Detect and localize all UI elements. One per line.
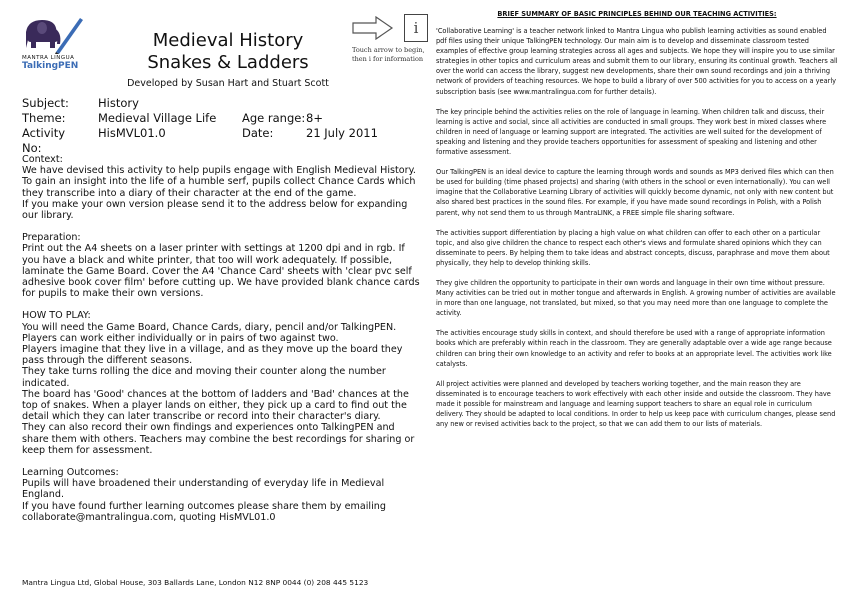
how-to-play-line: Players imagine that they live in a village, and as they move up the board they pass through the different seasons.	[22, 344, 403, 367]
arrow-right-icon[interactable]	[352, 16, 394, 40]
page-subtitle: Snakes & Ladders	[147, 52, 309, 73]
summary-title: BRIEF SUMMARY OF BASIC PRINCIPLES BEHIND OUR TEACHING ACTIVITIES:	[497, 10, 777, 18]
title-block	[118, 30, 338, 89]
logo-text-line1: MANTRA LINGUA	[22, 55, 75, 61]
date-label: Date:	[242, 126, 274, 140]
how-to-play-line: You will need the Game Board, Chance Cards, diary, pencil and/or TalkingPEN.	[22, 321, 397, 333]
summary-paragraph: Our TalkingPEN is an ideal device to capture the learning through words and sounds as MP3 derived files which can then be used for building (time phased projects) and sharing (with others in the school or even internationally). You can well imagine that the Collaborative Learning Library of activities will quickly become dynamic, not only with new content but also shared best practices in the sound files. For example, if you have made sound recordings in Polish, with a Polish parent, why not send them to us through MantraLINK, a FREE simple file sharing software.	[436, 168, 834, 217]
outcomes-text: Pupils will have broadened their understanding of everyday life in Medieval England.	[22, 478, 385, 501]
subject-value: History	[98, 96, 139, 110]
context-heading: Context:	[22, 154, 63, 165]
theme-label: Theme:	[22, 111, 66, 125]
activity-value: HisMVL01.0	[98, 126, 166, 140]
nav-instruction-line2: then i for information	[352, 55, 424, 63]
page-title: Medieval History	[152, 30, 304, 51]
info-icon[interactable]: i	[404, 14, 428, 42]
preparation-text: Print out the A4 sheets on a laser printer with settings at 1200 dpi and in rgb. If you have a black and white printer, that too will work adequately. If possible, laminate the Game Board. Cover the A4 'Chance Card' sheets with 'clear pvc self adhesive book cover film' before cutting up. We have provided blank chance cards for pupils to make their own versions.	[22, 243, 420, 300]
subject-label: Subject:	[22, 96, 69, 110]
theme-value: Medieval Village Life	[98, 111, 217, 125]
summary-paragraph: The key principle behind the activities relies on the role of language in learning. When children talk and discuss, their learning is active and social, since all activities are conducted in small groups. They work best in mixed classes where children in need of language or learning support are integrated. The activities are well suited for the development of speaking and listening and they provide teachers opportunities for assessment of speaking and listening and other formative assessment.	[436, 107, 827, 157]
summary-paragraph: They give children the opportunity to participate in their own words and language in their own time without pressure. Many activities can be tried out in mother tongue and afterwards in English. A growing number of activities are available in more than one language, not translated, but mixed, so that you may need more than one language to complete the activity.	[436, 278, 836, 318]
developed-by: Developed by Susan Hart and Stuart Scott	[127, 78, 329, 89]
preparation-heading: Preparation:	[22, 232, 81, 244]
elephant-pen-icon	[22, 14, 84, 54]
nav-instruction-line1: Touch arrow to begin,	[352, 46, 425, 54]
mantra-lingua-logo	[22, 14, 88, 71]
summary-paragraph: 'Collaborative Learning' is a teacher network linked to Mantra Lingua who publish learning activities as sound enabled pdf files using their unique TalkingPEN technology. Our main aim is to develop and disseminate classroom tested examples of effective group learning strategies across all ages and subjects. We hope they will inspire you to use similar strategies in other topics and curriculum areas and submit them to our library, ensuring its continual growth. Teachers all over the world can access the library, suggest new developments, share their own sound recordings and join a thriving network of providers of teaching resources. We hope to build a library of over 500 activities for you to access on a yearly subscription basis (see www.mantralingua.com for further details).	[436, 27, 838, 96]
logo-text-line2: TalkingPEN	[22, 61, 79, 71]
footer-address: Mantra Lingua Ltd, Global House, 303 Ballards Lane, London N12 8NP 0044 (0) 208 445 5123	[22, 578, 369, 587]
context-text-2: If you make your own version please send it to the address below for expanding our library.	[22, 198, 408, 222]
age-label: Age range:	[242, 111, 306, 125]
activity-label: Activity No:	[22, 126, 66, 155]
outcomes-heading: Learning Outcomes:	[22, 467, 119, 479]
age-value: 8+	[306, 111, 323, 125]
outcomes-text-2: If you have found further learning outcomes please share them by emailing collaborate@mantralingua.com, quoting HisMVL01.0	[22, 500, 386, 523]
instructions-body	[22, 154, 420, 523]
how-to-play-line: They take turns rolling the dice and moving their counter along the number indicated.	[22, 366, 386, 389]
summary-paragraph: The activities support differentiation by placing a high value on what children can offer to each other on a particular topic, and also give children the chance to respect each other's views and formulate shared opinions which they can disseminate to peers. By helping them to take ideas and abstract concepts, discuss, paraphrase and move them about physically, they help to develop thinking skills.	[436, 228, 830, 267]
right-column	[436, 10, 838, 439]
nav-instructions	[352, 46, 447, 64]
date-value: 21 July 2011	[306, 126, 378, 140]
how-to-play-line: The board has 'Good' chances at the bottom of ladders and 'Bad' chances at the top of snakes. When a player lands on either, they pick up a card to find out the detail which they can later transcribe or record into their character's diary.	[22, 388, 409, 423]
how-to-play-line: They can also record their own findings and experiences onto TalkingPEN and share them with others. Teachers may combine the best recordings for sharing or keep them for assessment.	[22, 422, 415, 456]
how-to-play-heading: HOW TO PLAY:	[22, 310, 91, 322]
context-text: We have devised this activity to help pupils engage with English Medieval History. To gain an insight into the life of a humble serf, pupils collect Chance Cards which they transcribe into a diary of their character at the end of the game.	[22, 165, 416, 199]
summary-paragraph: All project activities were planned and developed by teachers working together, and the main reason they are disseminated is to encourage teachers to work effectively with each other inside and outside the classroom. They have made it possible for mainstream and language and learning support teachers to share an equal role in curriculum delivery. They should be adapted to local conditions. In order to help us keep pace with curriculum changes, please send any new or revised activities back to the project, so that we can add them to our lists of materials.	[436, 379, 836, 429]
how-to-play-line: Players can work either individually or in pairs of two against two.	[22, 332, 339, 344]
summary-paragraph: The activities encourage study skills in context, and should therefore be used with a range of appropriate information books which are preferably within reach in the classroom. They are generally adaptable over a wide age range because children can bring their own knowledge to an activity and refer to books at an appropriate level. The activities work like catalysts.	[436, 329, 832, 368]
